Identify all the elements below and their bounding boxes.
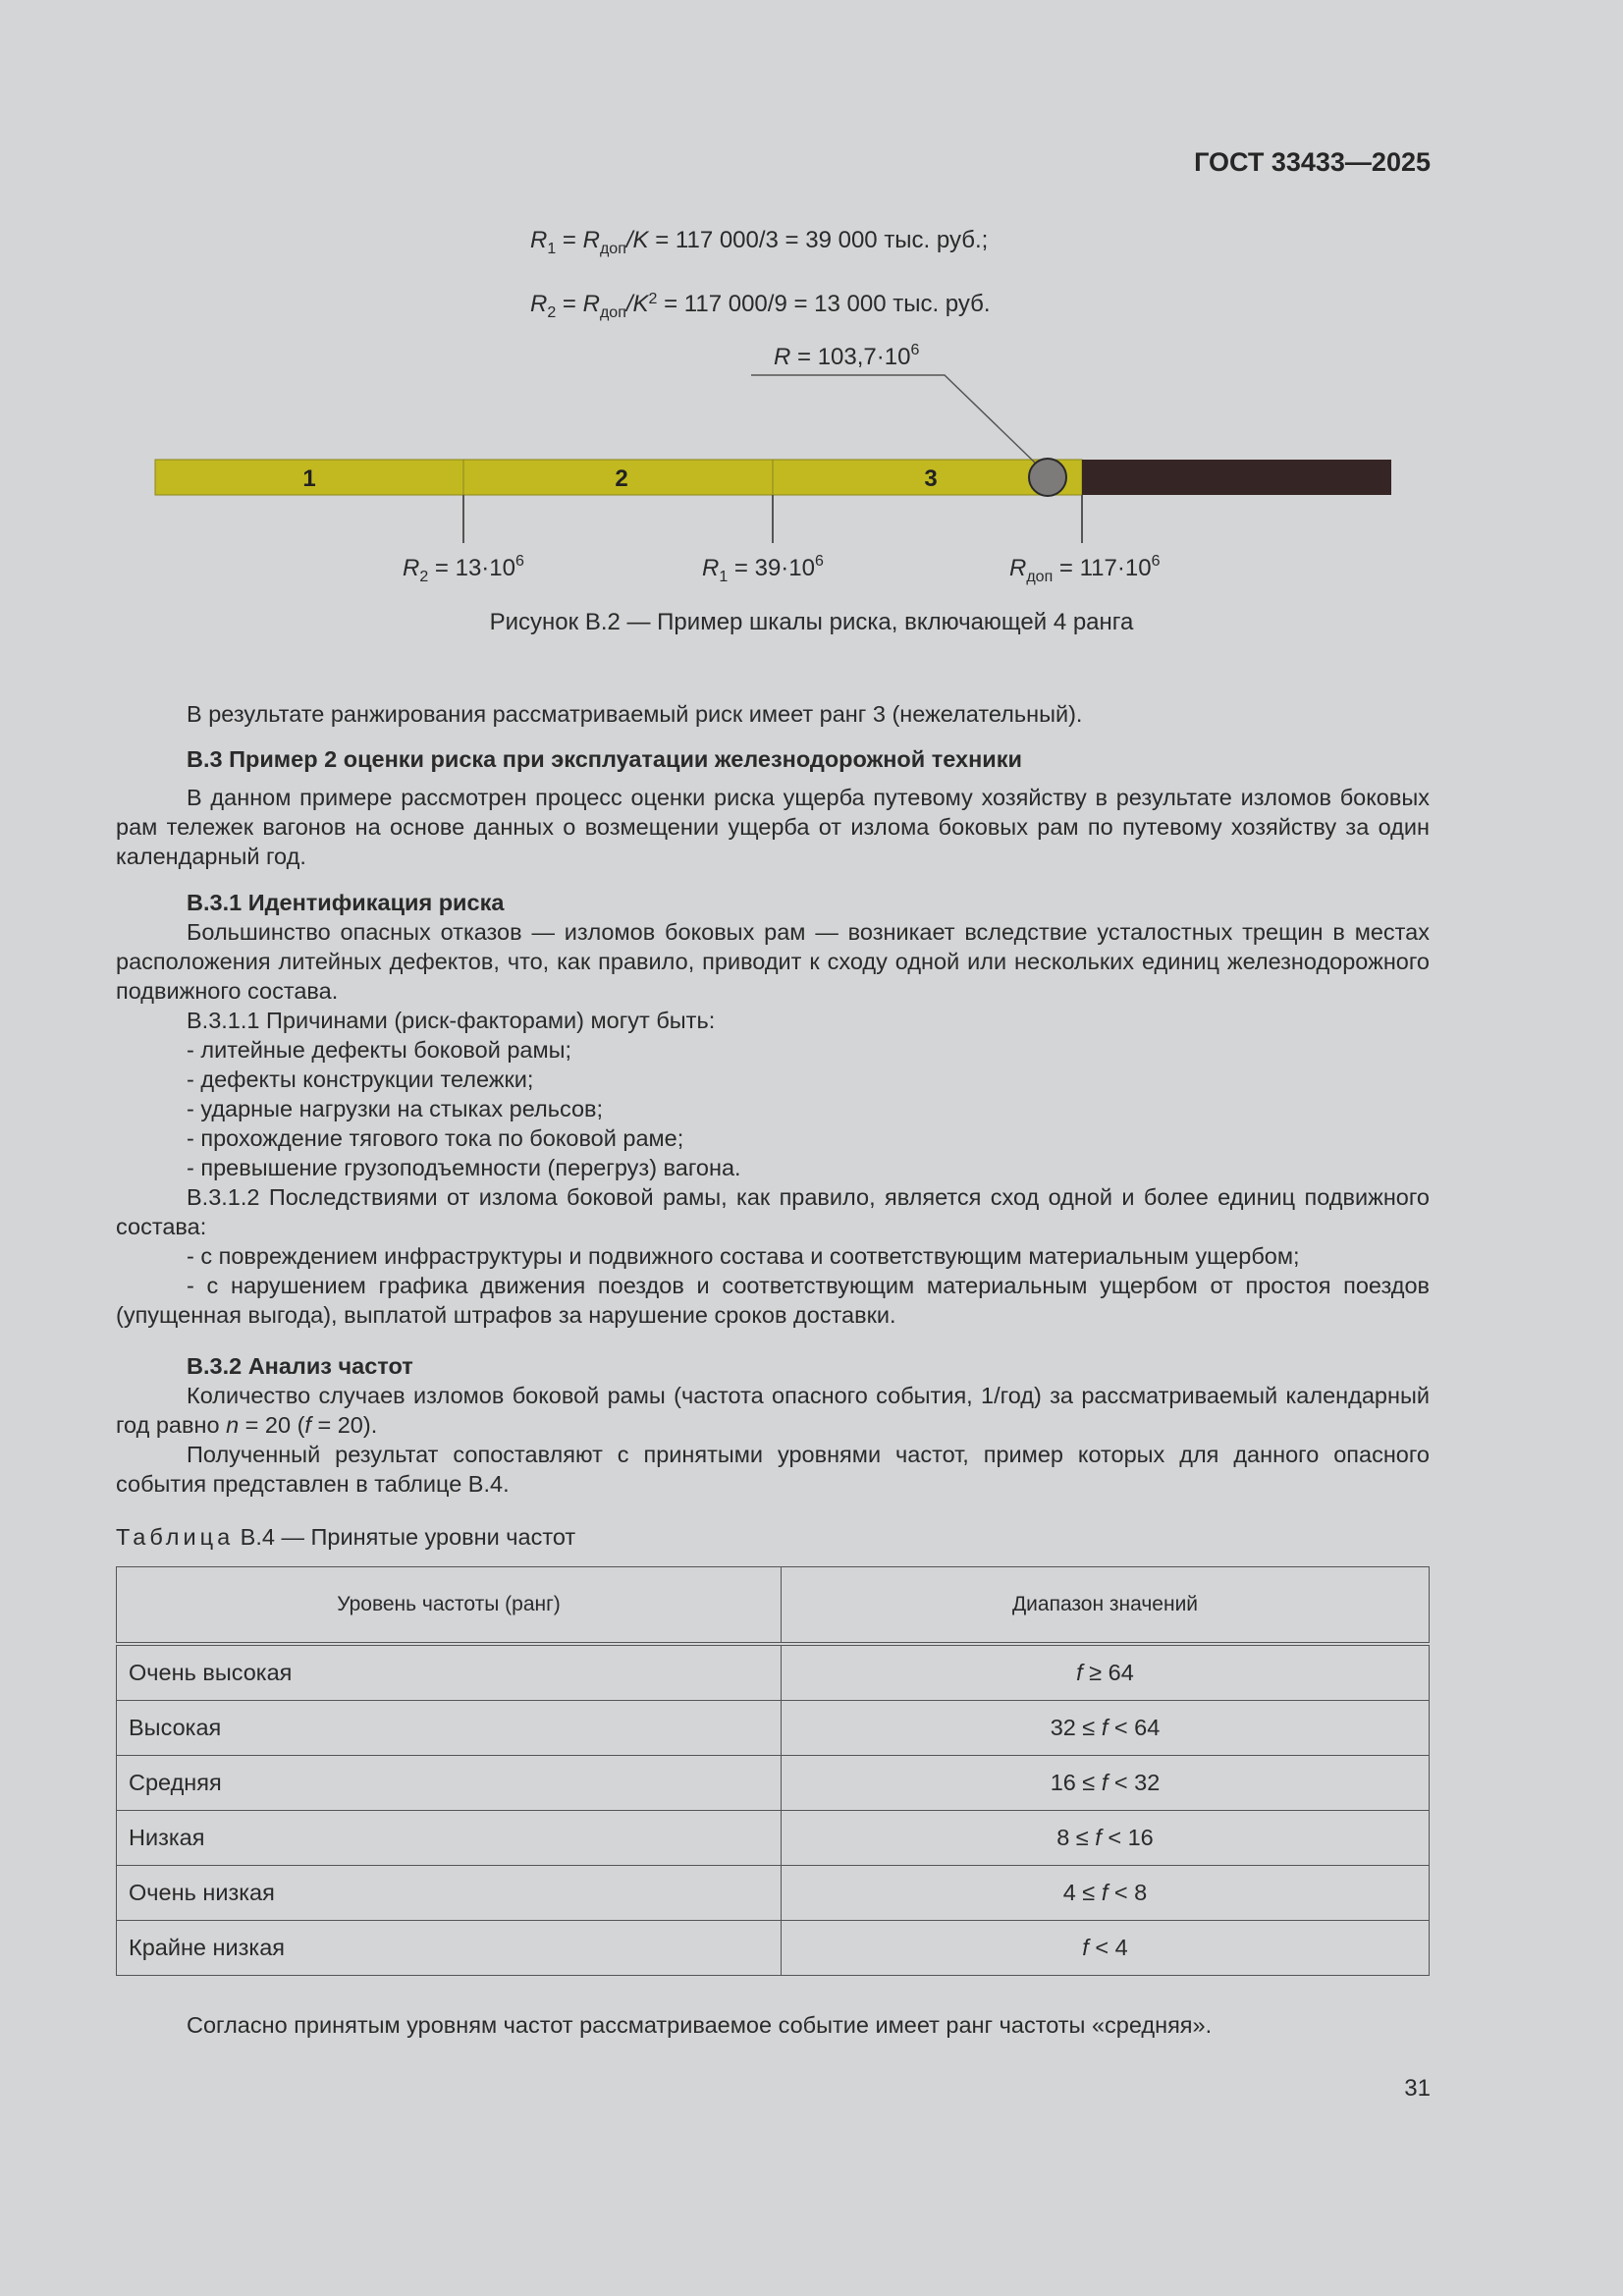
scale-segment-1-label: 1 xyxy=(302,465,316,492)
tick-label-r2-var: R xyxy=(403,555,420,581)
table-row xyxy=(117,1756,1430,1811)
table-header-row xyxy=(117,1567,1430,1645)
formula-r1-eq: = xyxy=(556,227,583,253)
paragraph-conclusion: Согласно принятым уровням частот рассматриваемое событие имеет ранг частоты «средняя». xyxy=(187,2012,1213,2038)
tick-label-r1-var: R xyxy=(702,555,720,581)
table-caption-word: Таблица xyxy=(116,1524,235,1550)
range-var: f xyxy=(1101,1715,1109,1740)
paragraph-rank-result: В результате ранжирования рассматриваемый риск имеет ранг 3 (нежелательный). xyxy=(187,701,1083,727)
formula-r2-sub: 2 xyxy=(547,304,557,321)
range-var: f xyxy=(1076,1660,1083,1685)
marker-label-sup: 6 xyxy=(910,342,920,358)
formula-r2-var: R xyxy=(530,291,548,317)
table-cell-range xyxy=(782,1756,1430,1811)
formula-r1-rdop-sub: доп xyxy=(599,241,626,257)
table-row xyxy=(117,1811,1430,1866)
marker-label xyxy=(774,342,919,370)
table-row xyxy=(117,1701,1430,1756)
table-cell-level: Очень низкая xyxy=(117,1866,782,1921)
tick-label-r2-sup: 6 xyxy=(514,553,524,570)
tick-label-r2-value: = 13·10 xyxy=(428,555,515,581)
formula-r2 xyxy=(530,285,991,328)
table-row xyxy=(117,1644,1430,1701)
table-cell-level: Средняя xyxy=(117,1756,782,1811)
table-cell-range xyxy=(782,1701,1430,1756)
formula-r2-rdop-sub: доп xyxy=(599,304,626,321)
formula-r1-var: R xyxy=(530,227,548,253)
section-heading-b3: В.3 Пример 2 оценки риска при эксплуатации железнодорожной техники xyxy=(187,746,1022,772)
tick-label-r2-sub: 2 xyxy=(419,569,429,585)
tick-label-rdop-sub: доп xyxy=(1026,569,1054,585)
list-item: - дефекты конструкции тележки; xyxy=(187,1066,534,1092)
range-suffix: < 4 xyxy=(1088,1935,1128,1960)
marker-label-var: R xyxy=(774,344,791,370)
frequency-text: Количество случаев изломов боковой рамы (частота опасного события, 1/год) за рассматриваемый календарный год равно xyxy=(116,1383,1430,1438)
formula-r1-rdop: R xyxy=(582,227,600,253)
formula-r1 xyxy=(530,226,988,264)
table-cell-range xyxy=(782,1921,1430,1976)
tick-label-rdop xyxy=(1009,553,1161,585)
formula-r2-rdop: R xyxy=(582,291,600,317)
range-suffix: < 8 xyxy=(1108,1880,1148,1905)
list-item: - литейные дефекты боковой рамы; xyxy=(187,1037,572,1063)
list-item: - с нарушением графика движения поездов и соответствующим материальным ущербом от простоя поездов (упущенная выгода), выплатой штрафов за нарушение сроков доставки. xyxy=(116,1273,1430,1328)
frequency-text: = 20 ( xyxy=(239,1412,305,1438)
paragraph-frequency-count xyxy=(116,1381,1430,1440)
table-caption xyxy=(116,1524,575,1551)
table-cell-level: Крайне низкая xyxy=(117,1921,782,1976)
table-caption-title: В.4 — Принятые уровни частот xyxy=(234,1524,576,1550)
paragraph-identification: Большинство опасных отказов — изломов боковых рам — возникает вследствие усталостных трещин в местах расположения литейных дефектов, что, как правило, приводит к сходу одной или нескольких единиц железнодорожного подвижного состава. xyxy=(116,919,1430,1004)
frequency-var-f: f xyxy=(304,1412,311,1438)
section-heading-b32: В.3.2 Анализ частот xyxy=(187,1353,413,1379)
scale-segment-2-label: 2 xyxy=(615,465,628,492)
range-var: f xyxy=(1082,1935,1089,1960)
formula-r2-eq: = xyxy=(556,291,583,317)
causes-list xyxy=(116,1035,1430,1182)
paragraph-example-intro: В данном примере рассмотрен процесс оценки риска ущерба путевому хозяйству в результате изломов боковых рам тележек вагонов на основе данных о возмещении ущерба от излома боковых рам по путевому хозяйству за один календарный год. xyxy=(116,785,1430,869)
document-code: ГОСТ 33433—2025 xyxy=(1194,147,1431,177)
table-cell-level: Очень высокая xyxy=(117,1644,782,1701)
list-item: - ударные нагрузки на стыках рельсов; xyxy=(187,1096,604,1121)
table-row xyxy=(117,1921,1430,1976)
marker-leader-line xyxy=(751,375,1036,464)
paragraph-consequences-intro: В.3.1.2 Последствиями от излома боковой рамы, как правило, является сход одной и более единиц подвижного состава: xyxy=(116,1184,1430,1239)
table-header-level: Уровень частоты (ранг) xyxy=(117,1567,782,1645)
tick-label-r1-sub: 1 xyxy=(719,569,729,585)
scale-segment-4 xyxy=(1082,460,1391,495)
frequency-levels-table xyxy=(116,1566,1430,1976)
section-heading-b31: В.3.1 Идентификация риска xyxy=(187,890,505,915)
risk-marker xyxy=(1029,459,1066,496)
list-item: - превышение грузоподъемности (перегруз) вагона. xyxy=(187,1155,741,1180)
table-cell-level: Низкая xyxy=(117,1811,782,1866)
formula-r2-result: = 117 000/9 = 13 000 тыс. руб. xyxy=(657,291,991,317)
range-suffix: ≥ 64 xyxy=(1082,1660,1134,1685)
tick-label-r1-sup: 6 xyxy=(814,553,824,570)
range-var: f xyxy=(1101,1770,1109,1795)
table-cell-level: Высокая xyxy=(117,1701,782,1756)
frequency-text: = 20). xyxy=(310,1412,378,1438)
frequency-var-n: n xyxy=(226,1412,240,1438)
risk-scale-figure xyxy=(0,334,1623,629)
marker-label-value: = 103,7·10 xyxy=(790,344,911,370)
tick-label-rdop-value: = 117·10 xyxy=(1053,555,1152,581)
tick-label-r1 xyxy=(702,553,824,585)
page-number: 31 xyxy=(1404,2075,1431,2102)
table-cell-range xyxy=(782,1811,1430,1866)
tick-label-rdop-sup: 6 xyxy=(1151,553,1161,570)
range-prefix: 8 ≤ xyxy=(1056,1825,1096,1850)
range-suffix: < 64 xyxy=(1108,1715,1161,1740)
list-item: - с повреждением инфраструктуры и подвижного состава и соответствующим материальным ущербом; xyxy=(187,1243,1300,1269)
tick-label-rdop-var: R xyxy=(1009,555,1027,581)
tick-label-r2 xyxy=(403,553,524,585)
range-prefix: 4 ≤ xyxy=(1062,1880,1102,1905)
formula-r1-result: = 117 000/3 = 39 000 тыс. руб.; xyxy=(648,227,989,253)
formula-r1-k: /K xyxy=(625,227,649,253)
table-row xyxy=(117,1866,1430,1921)
table-header-range: Диапазон значений xyxy=(782,1567,1430,1645)
table-cell-range xyxy=(782,1644,1430,1701)
formula-r2-k: /K xyxy=(625,291,649,317)
range-prefix: 32 ≤ xyxy=(1050,1715,1102,1740)
formula-r1-sub: 1 xyxy=(547,241,557,257)
range-var: f xyxy=(1101,1880,1109,1905)
figure-caption: Рисунок В.2 — Пример шкалы риска, включающей 4 ранга xyxy=(489,609,1134,635)
paragraph-comparison: Полученный результат сопоставляют с принятыми уровнями частот, пример которых для данного опасного события представлен в таблице В.4. xyxy=(116,1442,1430,1497)
range-var: f xyxy=(1095,1825,1102,1850)
consequences-list xyxy=(116,1241,1430,1330)
formula-r2-k-sup: 2 xyxy=(648,291,658,307)
list-item: - прохождение тягового тока по боковой раме; xyxy=(187,1125,684,1151)
tick-label-r1-value: = 39·10 xyxy=(728,555,815,581)
scale-segment-3-label: 3 xyxy=(924,465,938,492)
table-cell-range xyxy=(782,1866,1430,1921)
range-suffix: < 16 xyxy=(1101,1825,1154,1850)
range-prefix: 16 ≤ xyxy=(1050,1770,1102,1795)
paragraph-causes-intro: В.3.1.1 Причинами (риск-факторами) могут быть: xyxy=(187,1008,716,1033)
range-suffix: < 32 xyxy=(1108,1770,1161,1795)
